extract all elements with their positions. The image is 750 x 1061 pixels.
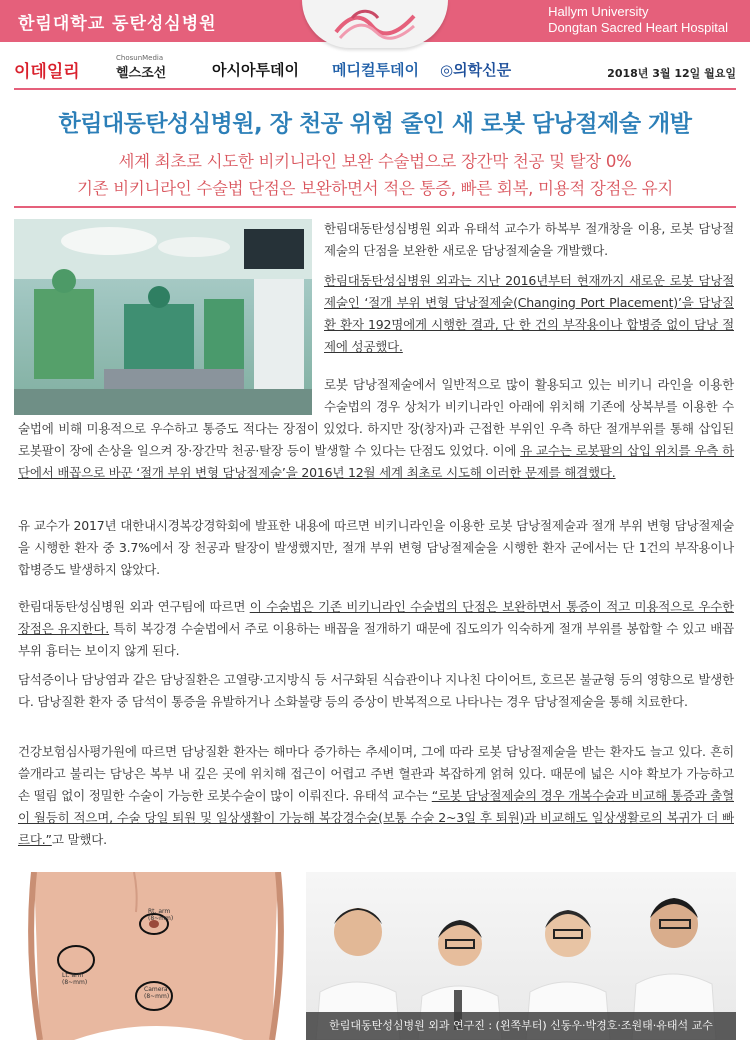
paragraph-7 — [18, 741, 734, 851]
paragraph-3 — [18, 374, 734, 484]
hospital-wave-logo-icon — [332, 6, 418, 42]
edaily-logo: 이데일리 — [14, 62, 80, 82]
paragraph-5 — [18, 596, 734, 662]
publish-date: 2018년 3월 12일 월요일 — [607, 67, 736, 80]
medical-today-logo: 메디컬투데이 — [332, 61, 419, 79]
paragraph-1: 한림대동탄성심병원 외과 유태석 교수가 하복부 절개창을 이용, 로봇 담낭절제술의 단점을 보완한 새로운 담낭절제술을 개발했다. — [324, 221, 734, 258]
rt-arm-label — [148, 908, 173, 922]
media-logos-row — [0, 52, 750, 86]
abdomen-illustration — [14, 872, 298, 1040]
top-divider — [14, 88, 736, 90]
port-placement-photo — [14, 872, 298, 1040]
paragraph-5-highlight: 이 수술법은 기존 비키니라인 수술법의 단점은 보완하면서 통증이 적고 미용적으로 우수한 장점은 유지한다. — [18, 599, 734, 636]
lt-arm-text: Lt. arm — [62, 972, 84, 979]
camera-label — [144, 986, 169, 1000]
research-team-photo — [306, 872, 736, 1040]
hospital-name-en-line1: Hallym University — [548, 4, 649, 19]
rt-arm-size: (8~mm) — [148, 915, 174, 922]
camera-text: Camera — [144, 986, 168, 993]
paragraph-6: 담석증이나 담낭염과 같은 담낭질환은 고열량·고지방식 등 서구화된 식습관이나 지나친 다이어트, 호르몬 불균형 등의 영향으로 발생한다. 담낭질환 환자 중 담석이 통증을 유발하거나 소화불량 등의 증상이 반복적으로 나타나는 경우 담낭절제술을 통해 치료한다. — [18, 672, 734, 709]
article-subtitle-2: 기존 비키니라인 수술법 단점은 보완하면서 적은 통증, 빠른 회복, 미용적 장점은 유지 — [76, 179, 673, 198]
health-chosun-label: 헬스조선 — [116, 66, 167, 81]
photo-wrap-spacer — [18, 374, 324, 414]
lt-arm-label — [62, 972, 87, 986]
hospital-name-ko: 한림대학교 동탄성심병원 — [18, 14, 217, 34]
paragraph-4: 유 교수가 2017년 대한내시경복강경학회에 발표한 내용에 따르면 비키니라인을 이용한 로봇 담낭절제술과 절개 부위 변형 담낭절제술을 시행한 환자 중 3.7%에서 장 천공과 탈장이 발생했지만, 절개 부위 변형 담낭절제술을 시행한 환자 군에서는 단 1건의 부작용이나 합병증도 발생하지 않았다. — [18, 518, 735, 577]
article-title: 한림대동탄성심병원, 장 천공 위험 줄인 새 로봇 담낭절제술 개발 — [58, 111, 692, 137]
asia-today-logo: 아시아투데이 — [212, 61, 299, 79]
lt-arm-size: (8~mm) — [62, 979, 88, 986]
article-subtitle-1: 세계 최초로 시도한 비키니라인 보완 수술법으로 장간막 천공 및 탈장 0% — [118, 152, 632, 171]
team-photo-caption: 한림대동탄성심병원 외과 연구진 : (왼쪽부터) 신동우·박경호·조원태·유태석 교수 — [306, 1012, 736, 1040]
uihak-circle-icon: ◎ — [440, 61, 454, 79]
paragraph-7-quote: “로봇 담낭절제술의 경우 개복수술과 비교해 통증과 출혈이 월등히 적으며, 수술 당일 퇴원 및 일상생활이 가능해 복강경수술(보통 수술 2~3일 후 퇴원)과 비교해도 일상생활로의 복귀가 더 빠르다.” — [18, 788, 734, 847]
chosun-media-label: ChosunMedia — [116, 54, 164, 62]
paragraph-5-lead: 한림대동탄성심병원 외과 연구팀에 따르면 — [18, 599, 250, 614]
title-divider — [14, 206, 736, 208]
camera-size: (8~mm) — [144, 993, 170, 1000]
rt-arm-text: Rt. arm — [148, 908, 171, 915]
paragraph-3-highlight: 유 교수는 로봇팔의 삽입 위치를 우측 하단에서 배꼽으로 바꾼 ‘절개 부위 변형 담낭절제술’을 2016년 12월 세계 최초로 시도해 이러한 문제를 해결했다. — [18, 443, 734, 480]
paragraph-7-tail: 고 말했다. — [51, 832, 107, 847]
paragraph-3-text: 로봇 담낭절제술에서 일반적으로 많이 활용되고 있는 비키니 라인을 이용한 수술법의 경우 상처가 비키니라인 아래에 위치해 기존에 상복부를 이용한 수술법에 비해 미용적으로 우수하고 통증도 적다는 장점이 있었다. 하지만 장(창자)과 근접한 부위인 우측 하단 절개부위를 통해 삽입된 로봇팔이 장에 손상을 일으켜 장·장간막 천공·탈장 등이 발생할 수 있다는 단점도 있었다. 이에 — [18, 377, 734, 458]
uihak-label: 의학신문 — [453, 61, 512, 79]
paragraph-7-lead: 건강보험심사평가원에 따르면 담낭질환 환자는 해마다 증가하는 추세이며, 그에 따라 로봇 담낭절제술을 받는 환자도 늘고 있다. 흔히 쓸개라고 불리는 담낭은 복부 내 깊은 곳에 위치해 접근이 어렵고 주변 혈관과 복잡하게 얽혀 있다. 때문에 넓은 시야 확보가 가능하고 손 떨림 없이 정밀한 수술이 가능한 로봇수술이 많이 이뤄진다. 유태석 교수는 — [18, 744, 734, 803]
health-chosun-logo — [116, 54, 166, 81]
paragraph-5-tail: 특히 복강경 수술법에서 주로 이용하는 배꼽을 절개하기 때문에 집도의가 익숙하게 절개 부위를 봉합할 수 있고 배꼽부위 흉터는 보이지 않게 된다. — [18, 621, 734, 658]
uihak-logo — [440, 59, 511, 80]
paragraph-2: 한림대동탄성심병원 외과는 지난 2016년부터 현재까지 새로운 로봇 담낭절제술인 ‘절개 부위 변형 담낭절제술(Changing Port Placement)’을 담낭질환 환자 192명에게 시행한 결과, 단 한 건의 부작용이나 합병증 없이 담낭 절제에 성공했다. — [324, 273, 734, 354]
hospital-name-en — [548, 4, 728, 36]
hospital-name-en-line2: Dongtan Sacred Heart Hospital — [548, 20, 728, 35]
